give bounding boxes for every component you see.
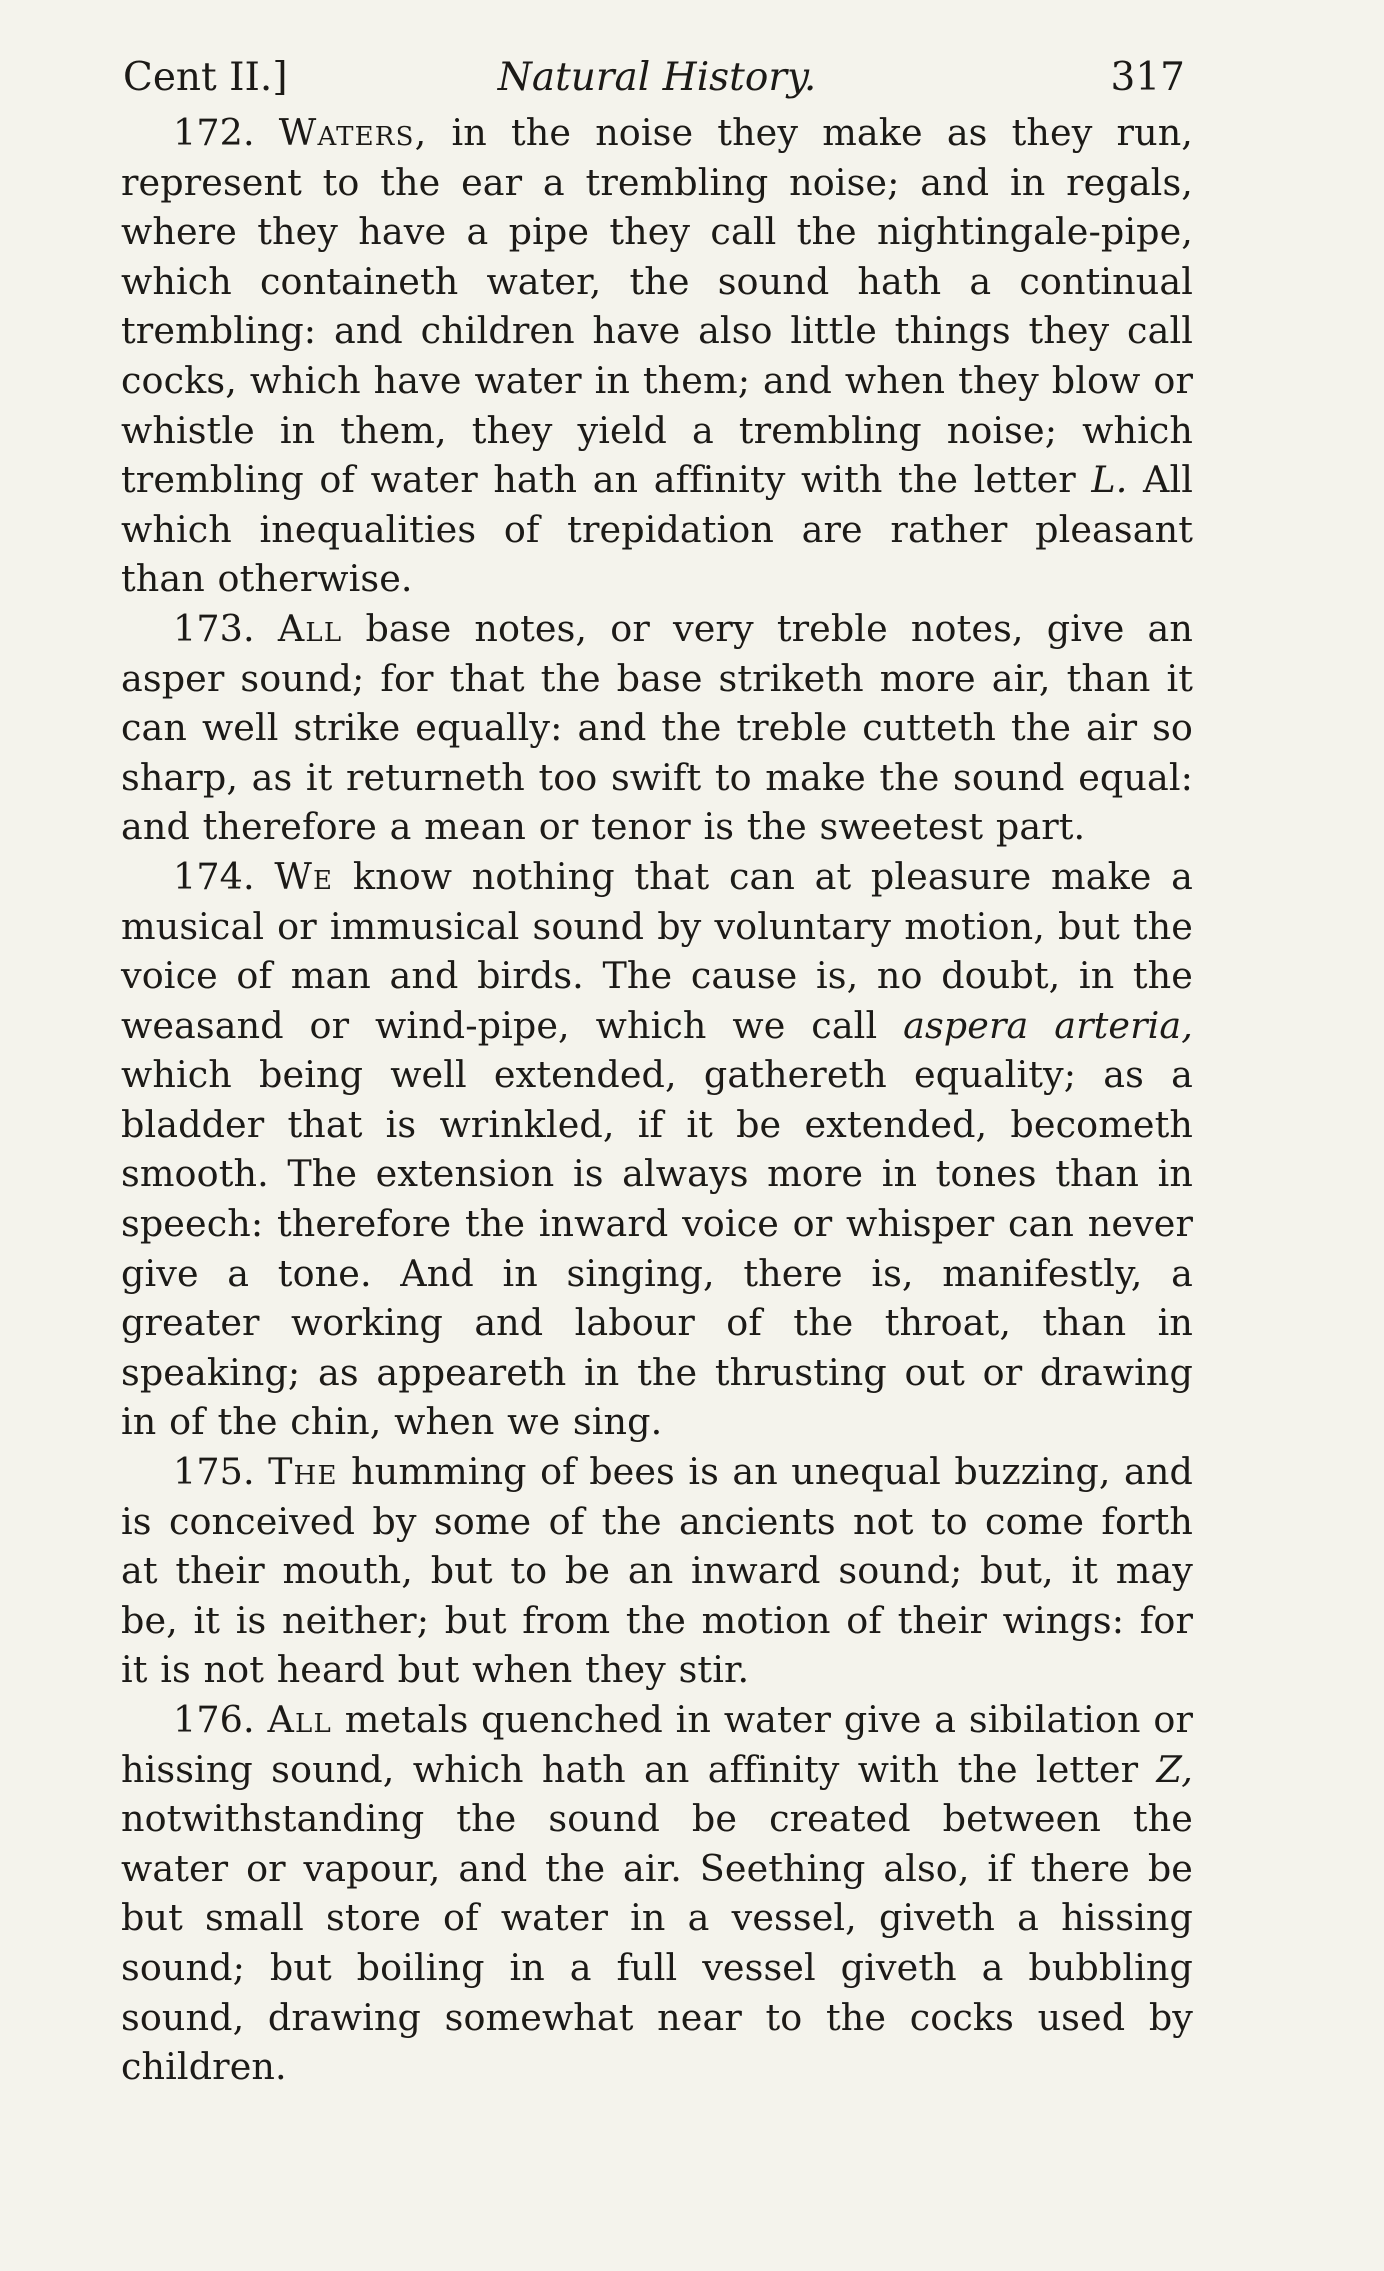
- body-text: [121, 108, 1193, 2092]
- paragraph-text: in the noise they make as they run, represent to the ear a trembling noise; and in regals, where they have a pipe they call the nightingale-pipe, which containeth water, the sound hath a continual trembling: and children have also little things they call cocks, which have water in them; and when they blow or whistle in them, they yield a trembling noise; which trembling of water hath an affinity with the letter: [121, 111, 1193, 502]
- lead-word: The: [268, 1450, 338, 1494]
- section-label: Cent II.]: [123, 55, 288, 100]
- paragraph-text: All which inequalities of trepidation are rather pleasant than otherwise.: [121, 458, 1193, 601]
- paragraph-number: 174.: [173, 854, 255, 898]
- page-number: 317: [1110, 55, 1185, 100]
- lead-word: All: [267, 1698, 332, 1741]
- paragraph-number: 173.: [173, 606, 255, 650]
- paragraph-text: metals quenched in water give a sibilation or hissing sound, which hath an affinity with the letter: [121, 1698, 1194, 1791]
- paragraph-175: [121, 1447, 1193, 1695]
- page-title: Natural History.: [497, 55, 817, 100]
- book-page: [121, 48, 1193, 2228]
- paragraph-173: [121, 604, 1193, 852]
- italic-text: Z,: [1156, 1747, 1193, 1791]
- paragraph-text: humming of bees is an unequal buzzing, and is conceived by some of the ancients not to come forth at their mouth, but to be an inward sound; but, it may be, it is neither; but from the motion of their wings: for it is not heard but when they stir.: [121, 1450, 1193, 1692]
- italic-text: aspera arteria,: [903, 1003, 1193, 1047]
- lead-word: We: [274, 854, 334, 898]
- paragraph-number: 176.: [173, 1698, 255, 1741]
- italic-text: L.: [1091, 458, 1128, 502]
- paragraph-text: base notes, or very treble notes, give an asper sound; for that the base striketh more air, than it can well strike equally: and the treble cutteth the air so sharp, as it returneth too swift to make the sound equal: and therefore a mean or tenor is the sweetest part.: [121, 606, 1193, 849]
- paragraph-text: know nothing that can at pleasure make a musical or immusical sound by voluntary motion, but the voice of man and birds. The cause is, no doubt, in the weasand or wind-pipe, which we call: [121, 854, 1194, 1047]
- paragraph-text: which being well extended, gathereth equality; as a bladder that is wrinkled, if it be extended, becometh smooth. The extension is always more in tones than in speech: therefore the inward voice or whisper can never give a tone. And in singing, there is, manifestly, a greater working and labour of the throat, than in speaking; as appeareth in the thrusting out or drawing in of the chin, when we sing.: [121, 1053, 1193, 1444]
- paragraph-number: 175.: [173, 1450, 255, 1494]
- running-head: [121, 48, 1193, 108]
- paragraph-number: 172.: [173, 111, 255, 154]
- lead-word: Waters,: [278, 111, 428, 154]
- paragraph-176: [121, 1695, 1193, 2092]
- paragraph-174: [121, 852, 1193, 1447]
- paragraph-172: [121, 108, 1193, 604]
- lead-word: All: [277, 606, 343, 650]
- paragraph-text: notwithstanding the sound be created between the water or vapour, and the air. Seething also, if there be but small store of water in a vessel, giveth a hissing sound; but boiling in a full vessel giveth a bubbling sound, drawing somewhat near to the cocks used by children.: [121, 1797, 1193, 2089]
